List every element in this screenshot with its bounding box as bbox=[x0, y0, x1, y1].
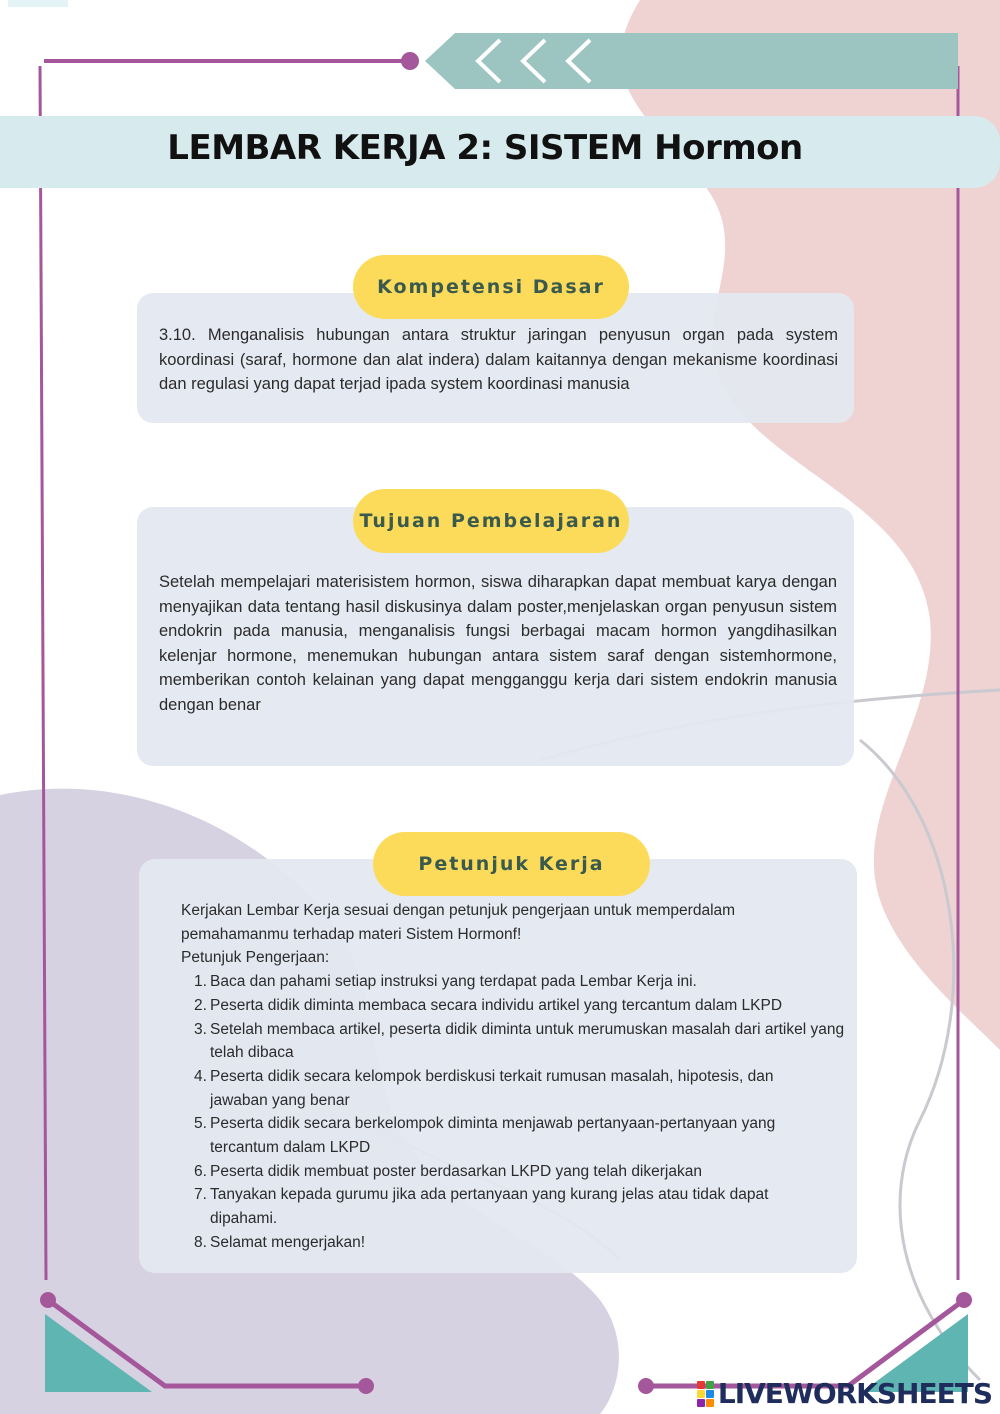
list-text: Tanyakan kepada gurumu jika ada pertanyaan yang kurang jelas atau tidak dapat dipahami. bbox=[210, 1186, 769, 1228]
liveworksheets-watermark bbox=[697, 1377, 992, 1410]
petunjuk-list bbox=[181, 970, 851, 1254]
list-number: 1. bbox=[194, 973, 207, 991]
list-item bbox=[181, 1160, 851, 1184]
list-text: Selamat mengerjakan! bbox=[210, 1233, 366, 1251]
tujuan-text: Setelah mempelajari materisistem hormon, siswa diharapkan dapat membuat karya dengan menyajikan data tentang hasil diskusinya dalam poster,menjelaskan organ penyusun sistem endokrin pada manusia, menganalisis fungsi berbagai macam hormon yangdihasilkan kelenjar hormone, menemukan hubungan antara sistem saraf dengan sistemhormone, memberikan contoh kelainan yang dapat mengganggu kerja dari sistem endokrin manusia dengan benar bbox=[159, 573, 837, 714]
frame-dot bbox=[358, 1378, 374, 1394]
list-text: Setelah membaca artikel, peserta didik diminta untuk merumuskan masalah dari artikel yang telah dibaca bbox=[210, 1020, 845, 1062]
watermark-text: LIVEWORKSHEETS bbox=[717, 1377, 992, 1410]
list-text: Peserta didik diminta membaca secara individu artikel yang tercantum dalam LKPD bbox=[210, 996, 783, 1014]
list-number: 8. bbox=[194, 1233, 207, 1251]
page-title: LEMBAR KERJA 2: SISTEM Hormon bbox=[167, 128, 803, 168]
list-text: Peserta didik secara berkelompok diminta menjawab pertanyaan-pertanyaan yang tercantum dalam LKPD bbox=[210, 1115, 776, 1157]
petunjuk-heading: Petunjuk Kerja bbox=[373, 832, 650, 896]
list-item bbox=[181, 1018, 851, 1065]
list-number: 3. bbox=[194, 1020, 207, 1038]
list-number: 7. bbox=[194, 1186, 207, 1204]
list-number: 5. bbox=[194, 1115, 207, 1133]
petunjuk-intro: Kerjakan Lembar Kerja sesuai dengan petunjuk pengerjaan untuk memperdalam pemahamanmu terhadap materi Sistem Hormonf! bbox=[181, 902, 736, 943]
frame-dot bbox=[638, 1378, 654, 1394]
list-item bbox=[181, 1183, 851, 1230]
liveworksheets-logo-icon bbox=[697, 1381, 714, 1407]
list-number: 6. bbox=[194, 1162, 207, 1180]
frame-dot bbox=[401, 52, 419, 70]
list-item bbox=[181, 994, 851, 1018]
kompetensi-heading: Kompetensi Dasar bbox=[353, 255, 629, 319]
kompetensi-text: 3.10. Menganalisis hubungan antara struktur jaringan penyusun organ pada system koordinasi (saraf, hormone dan alat indera) dalam kaitannya dengan mekanisme koordinasi dan regulasi yang dapat terjad ipada system koordinasi manusia bbox=[159, 326, 838, 394]
list-number: 2. bbox=[194, 996, 207, 1014]
list-text: Peserta didik secara kelompok berdiskusi terkait rumusan masalah, hipotesis, dan jawaban yang benar bbox=[210, 1067, 774, 1109]
petunjuk-card bbox=[139, 859, 857, 1273]
list-number: 4. bbox=[194, 1067, 207, 1085]
list-item bbox=[181, 1065, 851, 1112]
tujuan-heading: Tujuan Pembelajaran bbox=[353, 489, 629, 553]
cyan-accent bbox=[8, 0, 68, 7]
list-item bbox=[181, 970, 851, 994]
list-item bbox=[181, 1231, 851, 1255]
list-item bbox=[181, 1112, 851, 1159]
teal-banner bbox=[425, 33, 958, 89]
petunjuk-body bbox=[181, 899, 851, 1255]
list-text: Peserta didik membuat poster berdasarkan LKPD yang telah dikerjakan bbox=[210, 1162, 702, 1180]
petunjuk-subheading: Petunjuk Pengerjaan: bbox=[181, 949, 330, 967]
list-text: Baca dan pahami setiap instruksi yang terdapat pada Lembar Kerja ini. bbox=[210, 973, 697, 991]
